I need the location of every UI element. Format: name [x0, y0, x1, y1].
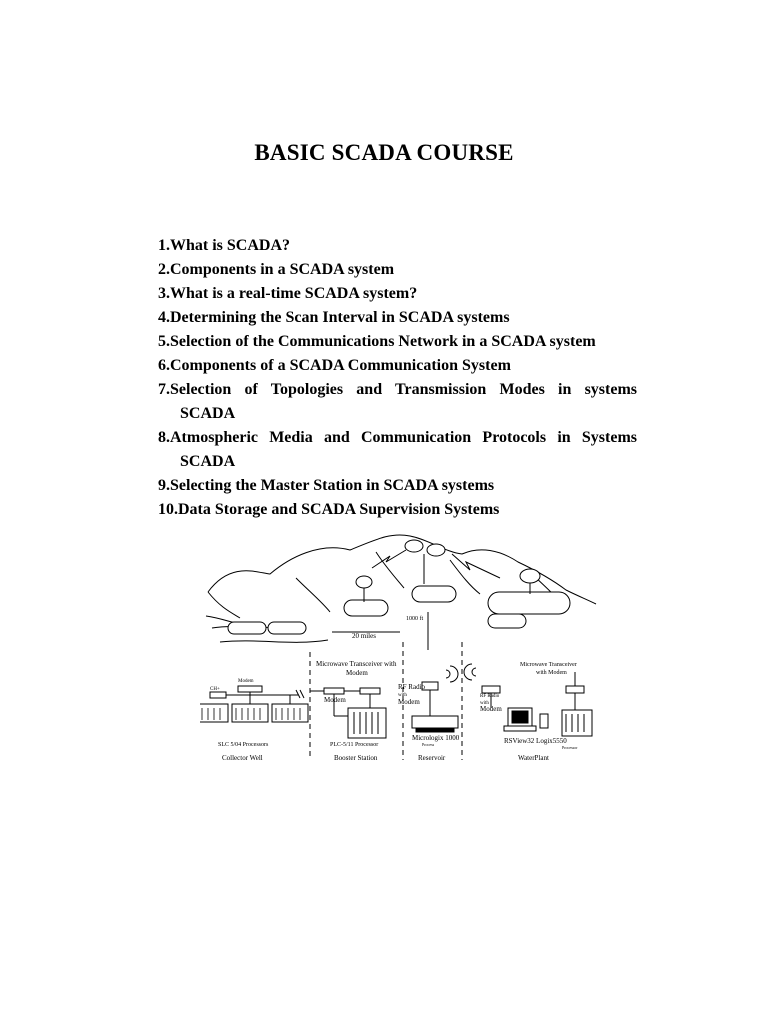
rf-with-label: with [398, 693, 407, 698]
toc-item-text: 5.Selection of the Communications Network in a SCADA system [158, 333, 596, 350]
toc-item-text: 7.Selection of Topologies and Transmission Modes in systems [158, 381, 637, 398]
toc-item-text: 8.Atmospheric Media and Communication Protocols in Systems [158, 429, 637, 446]
rf-radio-label: RF Radio [398, 683, 426, 691]
toc-item-text: 2.Components in a SCADA system [158, 261, 395, 278]
site-label: WaterPlant [518, 754, 549, 762]
document-title: BASIC SCADA COURSE [254, 140, 514, 165]
modem-label: Modem [324, 696, 346, 704]
table-of-contents [158, 234, 637, 522]
processor-label: RSView32 Logix5550 [504, 737, 567, 745]
toc-item [158, 306, 637, 330]
toc-item-text: 3.What is a real-time SCADA system? [158, 285, 418, 302]
site-label: Collector Well [222, 754, 263, 762]
toc-item-text: 10.Data Storage and SCADA Supervision Systems [158, 501, 500, 518]
toc-item [158, 354, 637, 378]
toc-item [158, 426, 637, 474]
modem-label: Modem [238, 679, 254, 684]
processor-label: SLC 5/04 Processors [218, 742, 269, 748]
toc-item-text: 9.Selecting the Master Station in SCADA systems [158, 477, 495, 494]
booster-station-equipment [310, 688, 386, 738]
microwave-transceiver-label: Microwave Transceiver with [316, 660, 397, 668]
rf-with-label: with [480, 701, 489, 706]
toc-item-continuation: SCADA [180, 453, 236, 470]
microwave-transceiver-label: Modem [346, 669, 368, 677]
site-label: Reservoir [418, 754, 446, 762]
microwave-transceiver-label: Microwave Transceiver [520, 662, 577, 668]
processor-label: Micrologix 1000 [412, 734, 460, 742]
rf-radio-label: RF Radio [480, 694, 500, 699]
processor-sub-label: Processor [562, 745, 578, 750]
toc-item [158, 282, 637, 306]
rf-modem-label: Modem [398, 698, 420, 706]
processor-sub-label: Process [422, 742, 435, 747]
distance-label: 20 miles [352, 632, 376, 640]
processor-label: PLC-5/11 Processor [330, 742, 379, 748]
toc-item [158, 378, 637, 426]
toc-item [158, 498, 637, 522]
scada-network-diagram [200, 532, 600, 768]
toc-item [158, 474, 637, 498]
pipe-marker-label: 1000 ft [406, 616, 424, 622]
rf-modem-label: Modem [480, 705, 502, 713]
ch-label: CH+ [210, 687, 220, 692]
toc-item-text: 1.What is SCADA? [158, 237, 291, 254]
site-label: Booster Station [334, 754, 378, 762]
toc-item [158, 234, 637, 258]
scada-network-figure [200, 532, 600, 768]
toc-item [158, 258, 637, 282]
microwave-transceiver-label: with Modem [536, 670, 567, 676]
pipeline [228, 586, 570, 634]
toc-item-text: 4.Determining the Scan Interval in SCADA systems [158, 309, 510, 326]
toc-item-continuation: SCADA [180, 405, 236, 422]
toc-item-text: 6.Components of a SCADA Communication System [158, 357, 511, 374]
toc-item [158, 330, 637, 354]
water-plant-equipment [464, 664, 592, 736]
